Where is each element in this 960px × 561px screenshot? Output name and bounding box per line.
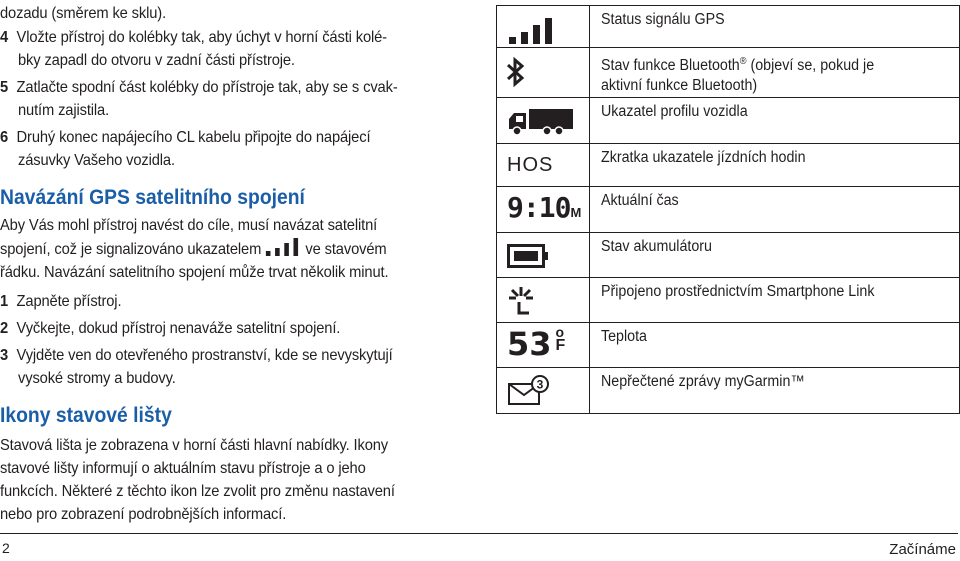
gps-paragraph-line2: spojení, což je signalizováno ukazatelem ve stavovém [0,238,387,261]
step-4 [0,26,387,49]
icon-description: Aktuální čas [600,192,679,209]
table-row [497,98,960,144]
table-row [497,368,960,414]
status-bar-heading: Ikony stavové lišty [0,404,172,427]
step-6: 6 Druhý konec napájecího CL kabelu připojte do napájecí [0,129,371,146]
smartphone-link-icon [507,285,537,317]
step-text: Vložte přístroj do kolébky tak, aby úchyt v horní části kolé- [16,29,387,46]
table-row [497,144,960,187]
gps-paragraph-line1: Aby Vás mohl přístroj navést do cíle, musí navázat satelitní [0,217,378,234]
step-4-cont: bky zapadl do otvoru v zadní části přístroje. [18,52,295,69]
table-row [497,233,960,278]
message-count-badge: 3 [536,377,544,392]
icon-description: Nepřečtené zprávy myGarmin™ [600,373,805,390]
icon-description: Teplota [600,328,647,345]
step-5: 5 Zatlačte spodní část kolébky do přístroje tak, aby se s cvak- [0,79,398,96]
gps-heading: Navázání GPS satelitního spojení [0,186,305,209]
temperature-icon: 53 o F [507,324,566,363]
footer-divider [0,533,958,534]
icon-description: Ukazatel profilu vozidla [600,103,748,120]
status-paragraph-line4: nebo pro zobrazení podrobnějších informací. [0,506,287,523]
icon-description: Stav funkce Bluetooth® (objeví se, pokud je [600,56,874,75]
table-row [497,323,960,368]
bluetooth-icon [505,57,527,87]
status-paragraph-line1: Stavová lišta je zobrazena v horní části hlavní nabídky. Ikony [0,437,389,454]
icon-description: Stav akumulátoru [600,238,712,255]
gps-step-3-cont: vysoké stromy a budovy. [18,370,176,387]
message-icon [507,374,551,408]
step-6-cont: zásuvky Vašeho vozidla. [18,152,175,169]
step-number: 4 [0,29,9,46]
clock-icon: 9:10M [507,191,582,224]
truck-icon [507,107,575,137]
page-number: 2 [2,540,10,556]
icon-description: Připojeno prostřednictvím Smartphone Link [600,283,875,300]
gps-paragraph-line3: řádku. Navázání satelitního spojení může trvat několik minut. [0,264,389,281]
icon-description: Status signálu GPS [600,11,725,28]
hos-icon: HOS [507,154,554,176]
status-icons-table [496,5,960,414]
gps-signal-icon [507,17,555,45]
table-row [497,6,960,48]
battery-icon [507,244,549,268]
icon-description: Zkratka ukazatele jízdních hodin [600,149,806,166]
status-paragraph-line3: funkcích. Některé z těchto ikon lze zvolit pro změnu nastavení [0,483,395,500]
table-row [497,278,960,323]
table-row [497,187,960,233]
step-5-cont: nutím zajistila. [18,102,110,119]
gps-signal-inline-icon [265,238,302,256]
gps-step-3: 3 Vyjděte ven do otevřeného prostranství, kde se nevyskytují [0,347,393,364]
step-3-continued: dozadu (směrem ke sklu). [0,5,167,22]
table-row: Stav funkce Bluetooth® (objeví se, pokud je aktivní funkce Bluetooth) [497,48,960,98]
status-paragraph-line2: stavové lišty informují o aktuálním stavu přístroje a o jeho [0,460,366,477]
gps-step-1: 1 Zapněte přístroj. [0,293,122,310]
gps-step-2: 2 Vyčkejte, dokud přístroj nenaváže satelitní spojení. [0,320,341,337]
section-title: Začínáme [889,541,956,558]
